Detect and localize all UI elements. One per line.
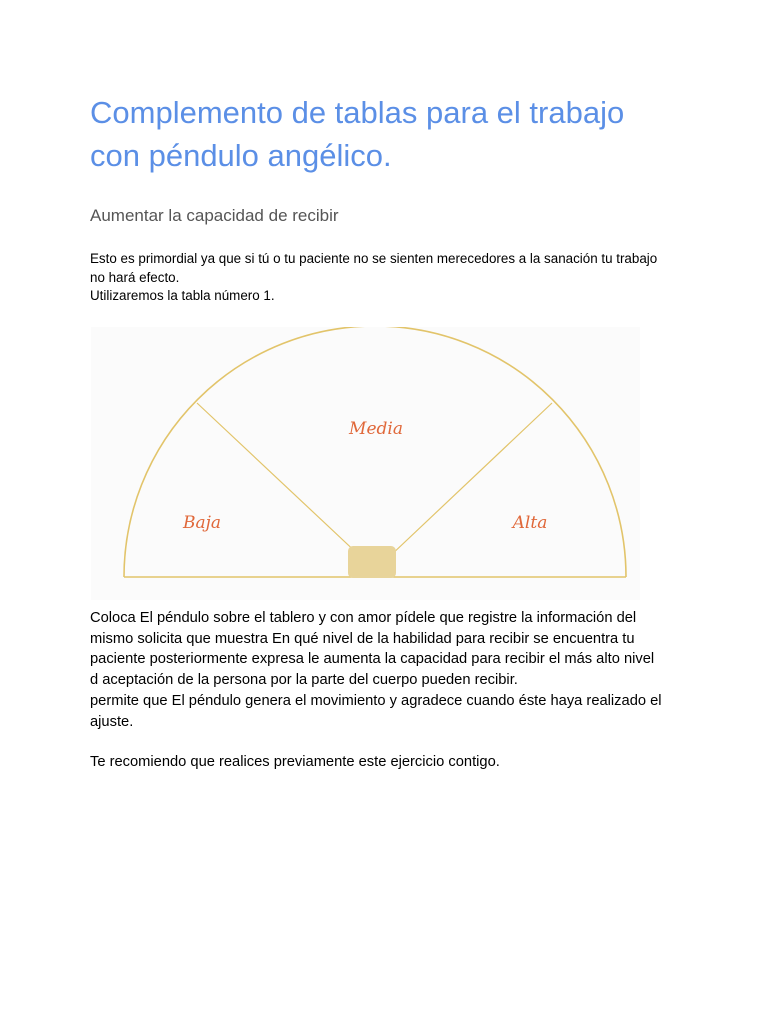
instructions-line-1: Coloca El péndulo sobre el tablero y con amor pídele que registre la información del bbox=[90, 610, 637, 626]
instructions-paragraph bbox=[90, 608, 690, 732]
segment-label-baja: Baja bbox=[182, 513, 222, 533]
page-title-line-2: con péndulo angélico. bbox=[90, 138, 392, 173]
divider-left bbox=[197, 403, 361, 557]
page-title bbox=[90, 91, 710, 177]
instructions-line-4: d aceptación de la persona por la parte del cuerpo pueden recibir. bbox=[90, 672, 518, 689]
segment-label-alta: Alta bbox=[512, 513, 548, 533]
page-title-line-1: Complemento de tablas para el trabajo bbox=[90, 95, 625, 130]
intro-line-1: Esto es primordial ya que si tú o tu paciente no se sienten merecedores a la sanación tu trabajo bbox=[90, 251, 658, 266]
intro-paragraph bbox=[90, 250, 690, 306]
pendulum-semicircle-chart bbox=[91, 327, 640, 600]
section-heading: Aumentar la capacidad de recibir bbox=[90, 206, 339, 225]
instructions-line-5: permite que El péndulo genera el movimiento y agradece cuando éste haya realizado el bbox=[90, 692, 662, 709]
segment-label-media: Media bbox=[349, 419, 403, 439]
instructions-line-6: ajuste. bbox=[90, 713, 134, 730]
intro-line-2: no hará efecto. bbox=[90, 269, 180, 285]
instructions-line-2: mismo solicita que muestra En qué nivel de la habilidad para recibir se encuentra tu bbox=[90, 630, 635, 647]
base-block bbox=[348, 546, 396, 578]
pendulum-table-figure bbox=[91, 327, 640, 600]
intro-line-3: Utilizaremos la tabla número 1. bbox=[90, 288, 275, 303]
instructions-line-3: paciente posteriormente expresa le aumenta la capacidad para recibir el más alto nivel bbox=[90, 651, 655, 668]
recommendation-paragraph: Te recomiendo que realices previamente este ejercicio contigo. bbox=[90, 754, 500, 770]
divider-right bbox=[389, 403, 552, 557]
semicircle-arc bbox=[124, 327, 626, 577]
